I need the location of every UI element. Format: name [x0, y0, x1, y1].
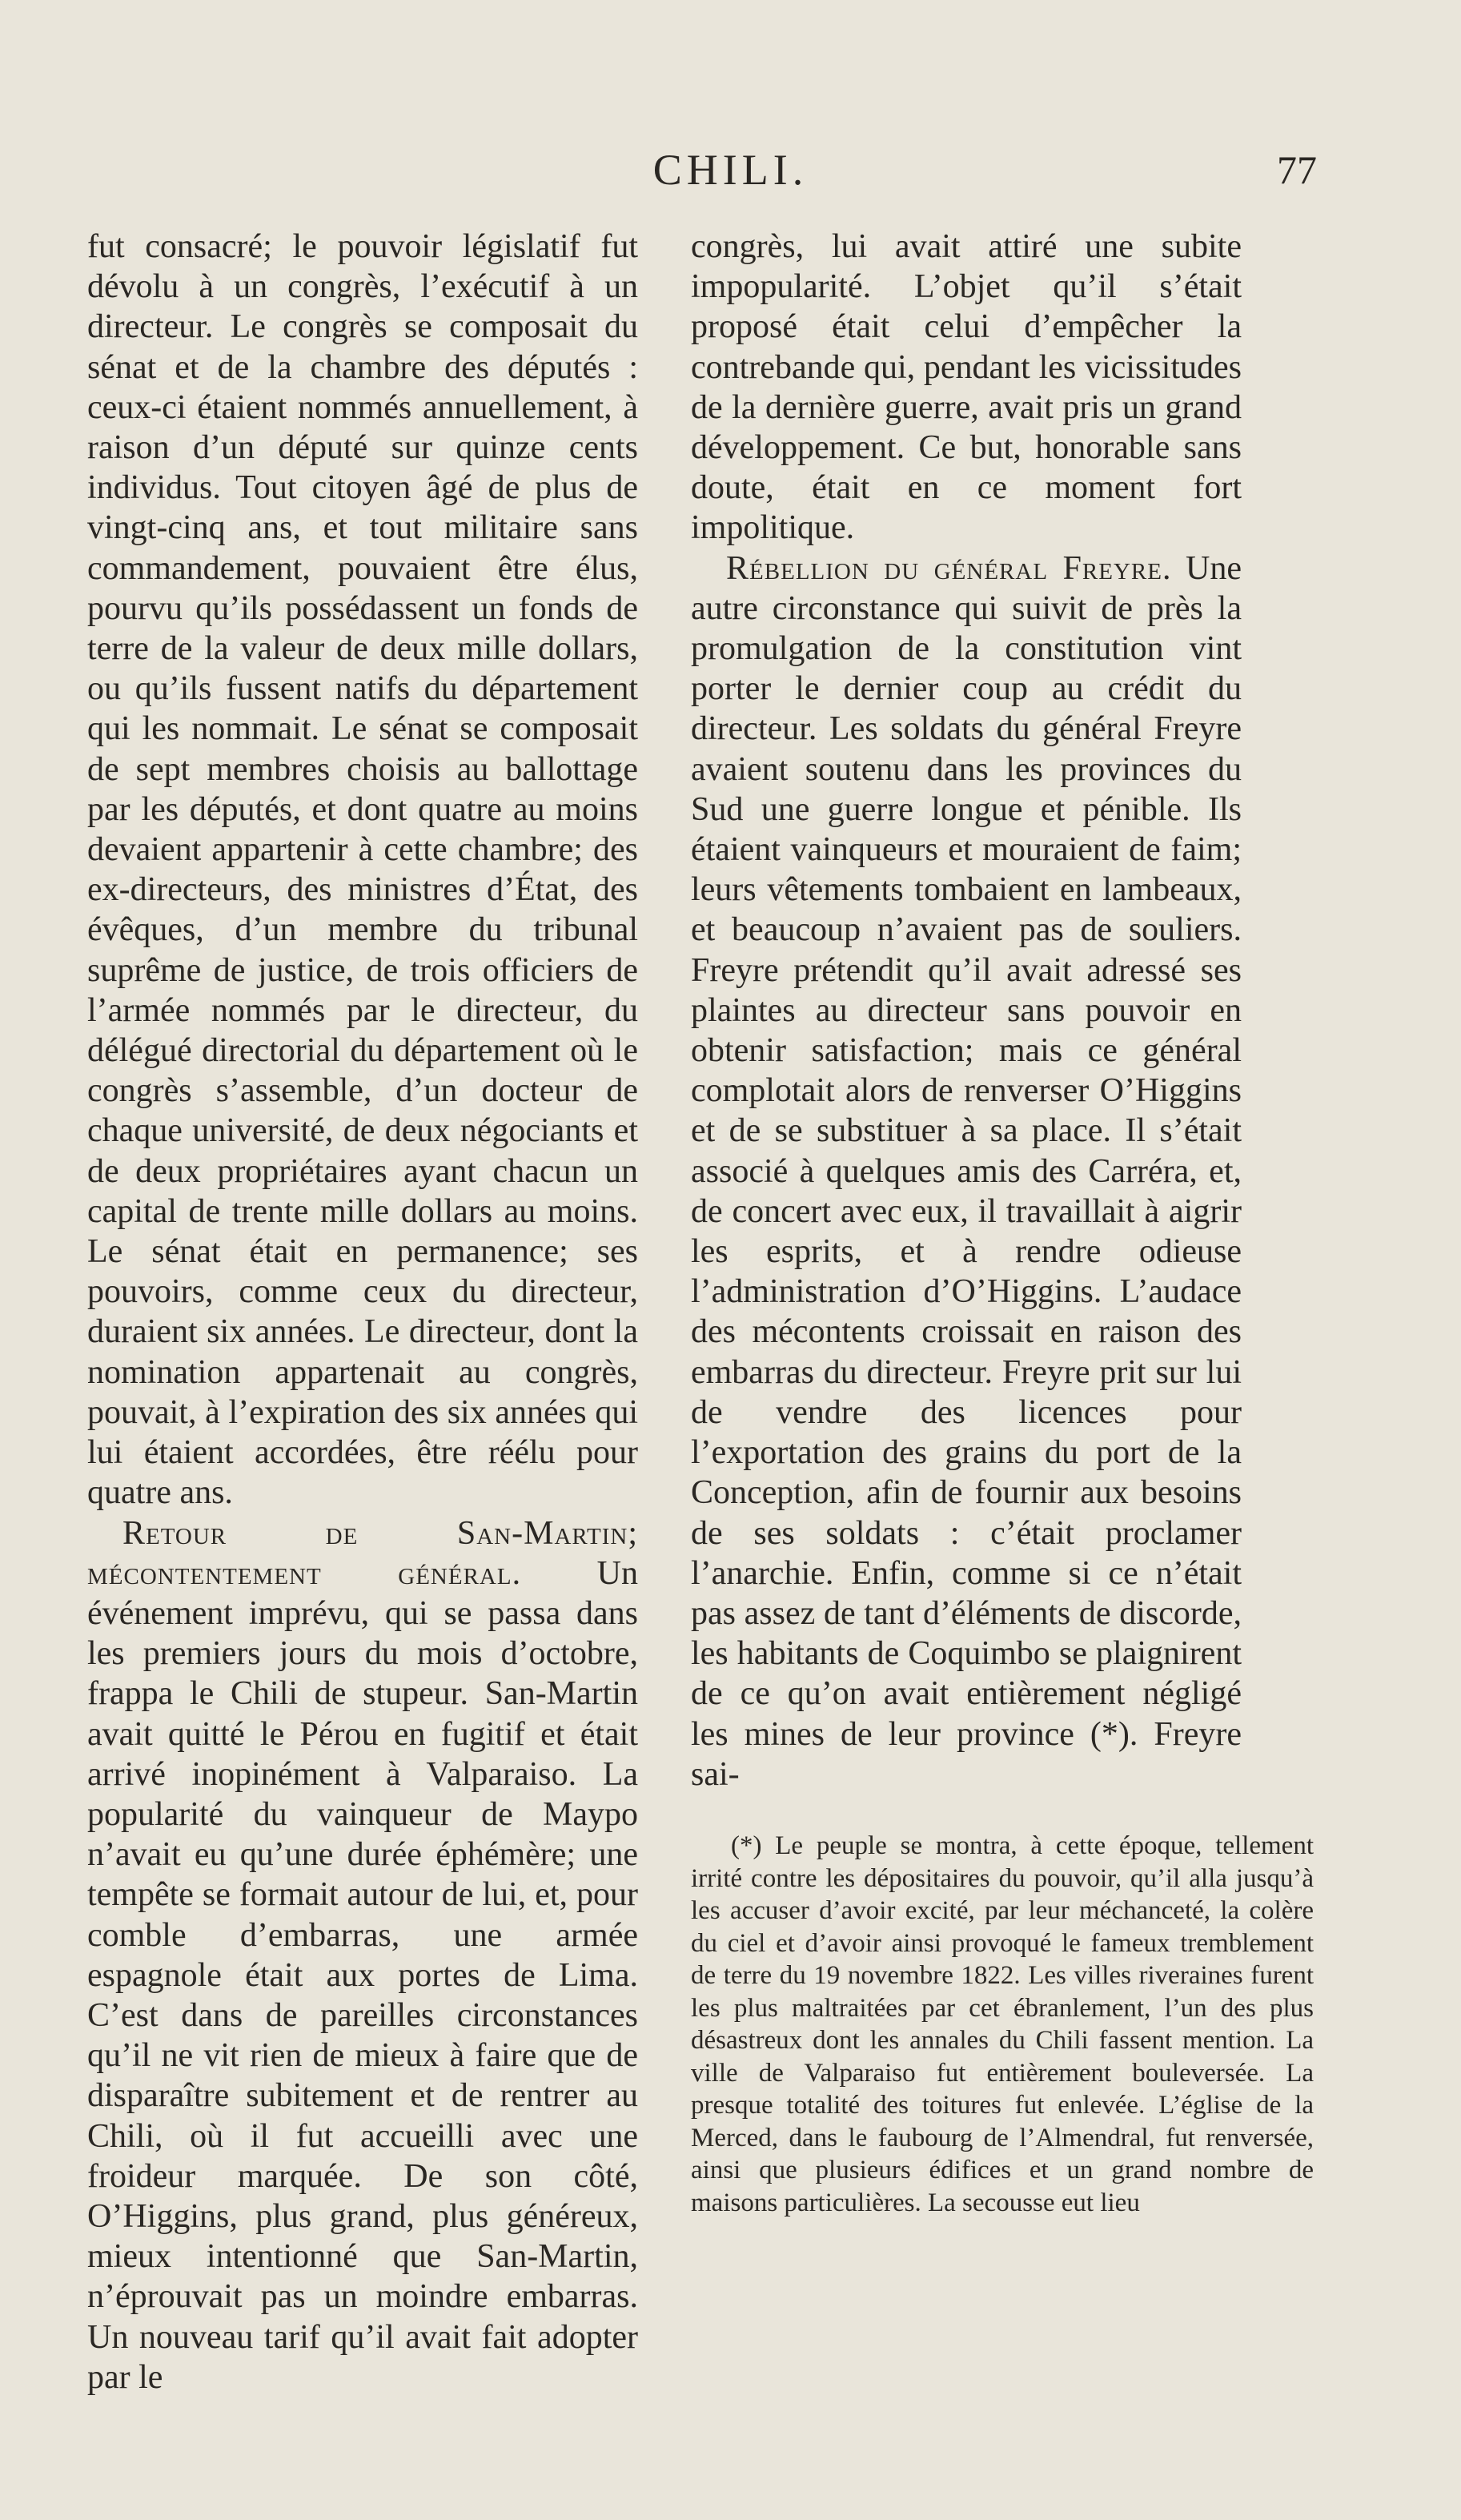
right-paragraph-2: [691, 549, 1242, 1795]
footnote-text: (*) Le peuple se montra, à cette époque, tellement irrité contre les dépositaires du pouvoir, qu’il alla jusqu’à les accuser d’avoir excité, par leur méchanceté, la colère du ciel et d’avoir ainsi provoqué le fameux tremblement de terre du 19 novembre 1822. Les villes riveraines furent les plus maltraitées par cet ébranlement, l’un des plus désastreux dont les annales du Chili fassent mention. La ville de Valparaiso fut entièrement bouleversée. La presque totalité des toitures fut enlevée. L’église de la Merced, dans le faubourg de l’Almendral, fut renversée, ainsi que plusieurs édifices et un grand nombre de maisons particulières. La secousse eut lieu: [691, 1831, 1314, 2217]
left-paragraph-2: [87, 1513, 638, 2397]
running-head-title: CHILI.: [652, 146, 809, 194]
right-column: [691, 227, 1242, 1795]
right-paragraph-2-text: Une autre circonstance qui suivit de près la promulgation de la constitution vint porter le dernier coup au crédit du directeur. Les soldats du général Freyre avaient soutenu dans les provinces du Sud une guerre longue et pénible. Ils étaient vainqueurs et mouraient de faim; leurs vêtements tombaient en lambeaux, et beaucoup n’avaient pas de souliers. Freyre prétendit qu’il avait adressé ses plaintes au directeur sans pouvoir en obtenir satisfaction; mais ce général complotait alors de renverser O’Higgins et de se substituer à sa place. Il s’était associé à quelques amis des Carréra, et, de concert avec eux, il travaillait à aigrir les esprits, et à rendre odieuse l’administration d’O’Higgins. L’audace des mécontents croissait en raison des embarras du directeur. Freyre prit sur lui de vendre des licences pour l’exportation des grains du port de la Conception, afin de fournir aux besoins de ses soldats : c’était proclamer l’anarchie. Enfin, comme si ce n’était pas assez de tant d’éléments de discorde, les habitants de Coquimbo se plaignirent de ce qu’on avait entièrement négligé les mines de leur province (*). Freyre sai-: [691, 549, 1242, 1793]
left-paragraph-1: fut consacré; le pouvoir législatif fut dévolu à un congrès, l’exécutif à un directeur. Le congrès se composait du sénat et de la chambre des députés : ceux-ci étaient nommés annuellement, à raison d’un député sur quinze cents individus. Tout citoyen âgé de plus de vingt-cinq ans, et tout militaire sans commandement, pouvaient être élus, pourvu qu’ils possédassent un fonds de terre de la valeur de deux mille dollars, ou qu’ils fussent natifs du département qui les nommait. Le sénat se composait de sept membres choisis au ballottage par les députés, et dont quatre au moins devaient appartenir à cette chambre; des ex-directeurs, des ministres d’État, des évêques, d’un membre du tribunal suprême de justice, de trois officiers de l’armée nommés par le directeur, du délégué directorial du département où le congrès s’assemble, d’un docteur de chaque université, de deux négociants et de deux propriétaires ayant chacun un capital de trente mille dollars au moins. Le sénat était en permanence; ses pouvoirs, comme ceux du directeur, duraient six années. Le directeur, dont la nomination appartenait au congrès, pouvait, à l’expiration des six années qui lui étaient accordées, être réélu pour quatre ans.: [87, 228, 638, 1512]
left-paragraph-2-text: Un événement imprévu, qui se passa dans les premiers jours du mois d’octobre, frappa le Chili de stupeur. San-Martin avait quitté le Pérou en fugitif et était arrivé inopinément à Valparaiso. La popularité du vainqueur de Maypo n’avait eu qu’une durée éphémère; une tempête se formait autour de lui, et, pour comble d’embarras, une armée espagnole était aux portes de Lima. C’est dans de pareilles circonstances qu’il ne vit rien de mieux à faire que de disparaître subitement et de rentrer au Chili, où il fut accueilli avec une froideur marquée. De son côté, O’Higgins, plus grand, plus généreux, mieux intentionné que San-Martin, n’éprouvait pas un moindre embarras. Un nouveau tarif qu’il avait fait adopter par le: [87, 1554, 638, 2396]
right-paragraph-1: congrès, lui avait attiré une subite impopularité. L’objet qu’il s’était proposé était celui d’empêcher la contrebande qui, pendant les vicissitudes de la dernière guerre, avait pris un grand développement. Ce but, honorable sans doute, était en ce moment fort impolitique.: [691, 228, 1242, 547]
left-column: [87, 227, 638, 2397]
page-number: 77: [1277, 147, 1317, 192]
footnote: [691, 1830, 1314, 2219]
section-heading-rebellion-freyre: Rébellion du général Freyre.: [726, 549, 1172, 587]
section-heading-retour-san-martin: Retour de San-Martin; mécontentement général.: [87, 1514, 638, 1592]
